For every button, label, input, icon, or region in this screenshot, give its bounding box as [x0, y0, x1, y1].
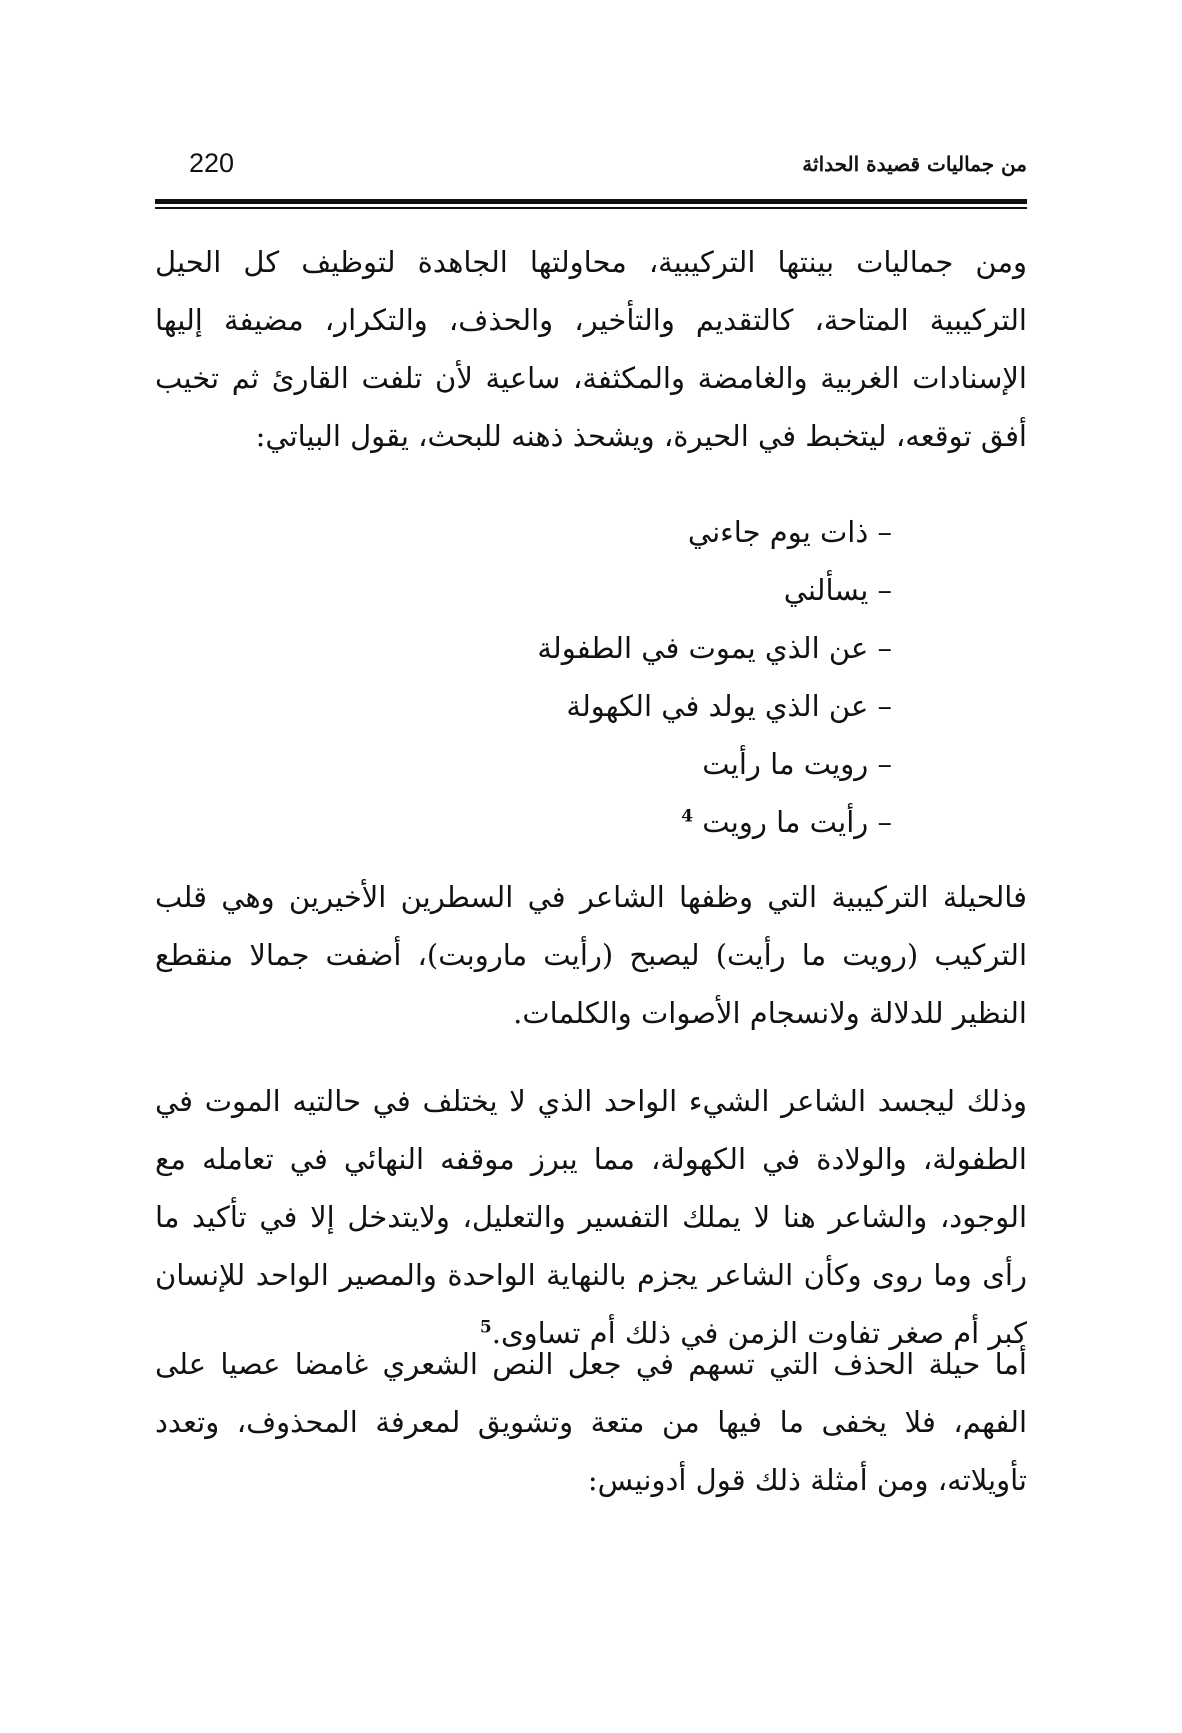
- page-header: [155, 148, 1027, 198]
- footnote-marker: 5: [479, 1317, 492, 1338]
- poem-line: – ذات يوم جاءني: [687, 515, 892, 549]
- paragraph-ellipsis: [155, 1335, 1027, 1509]
- paragraph-intro: [155, 233, 1027, 465]
- paragraph-analysis: [155, 868, 1027, 1042]
- poem-line: – عن الذي يموت في الطفولة: [537, 631, 892, 665]
- paragraph-text: وذلك ليجسد الشاعر الشيء الواحد الذي لا يختلف في حالتيه الموت في الطفولة، والولادة في الكهولة، مما يبرز موقفه النهائي في تعامله مع الوجود، والشاعر هنا لا يملك التفسير والتعليل، ولايتدخل إلا في تأكيد ما رأى وما روى وكأن الشاعر يجزم بالنهاية الواحدة والمصير الواحد للإنسان كبر أم صغر تفاوت الزمن في ذلك أم تساوى.: [155, 1084, 1027, 1350]
- paragraph-text: أما حيلة الحذف التي تسهم في جعل النص الشعري غامضا عصيا على الفهم، فلا يخفى ما فيها من متعة وتشويق لمعرفة المحذوف، وتعدد تأويلاته، ومن أمثلة ذلك قول أدونيس:: [155, 1347, 1027, 1497]
- footnote-marker: 4: [681, 806, 694, 827]
- running-title: من جماليات قصيدة الحداثة: [802, 152, 1027, 176]
- paragraph-body: [155, 1072, 1027, 1362]
- paragraph-text: ومن جماليات بينتها التركيبية، محاولتها الجاهدة لتوظيف كل الحيل التركيبية المتاحة، كالتقديم والتأخير، والحذف، والتكرار، مضيفة إليها الإسنادات الغربية والغامضة والمكثفة، ساعية لأن تلفت القارئ ثم تخيب أفق توقعه، ليتخبط في الحيرة، ويشحذ ذهنه للبحث، يقول البياتي:: [155, 245, 1027, 453]
- paragraph-text: فالحيلة التركيبية التي وظفها الشاعر في السطرين الأخيرين وهي قلب التركيب (رويت ما رأيت) ليصبح (رأيت ماروبت)، أضفت جمالا منقطع النظير للدلالة ولانسجام الأصوات والكلمات.: [155, 880, 1027, 1030]
- poem-line-text: – رأيت ما رويت: [702, 805, 892, 839]
- poem-line-last: [372, 793, 892, 851]
- header-rule-thin: [155, 207, 1027, 209]
- poem-line: – رويت ما رأيت: [702, 747, 892, 781]
- poem-line: – يسألني: [783, 573, 892, 607]
- header-rule-thick: [155, 199, 1027, 204]
- page-number: 220: [189, 148, 235, 178]
- poem-line: – عن الذي يولد في الكهولة: [566, 689, 892, 723]
- paragraph-interpretation: [155, 1072, 1027, 1362]
- poem-quote: [372, 503, 892, 851]
